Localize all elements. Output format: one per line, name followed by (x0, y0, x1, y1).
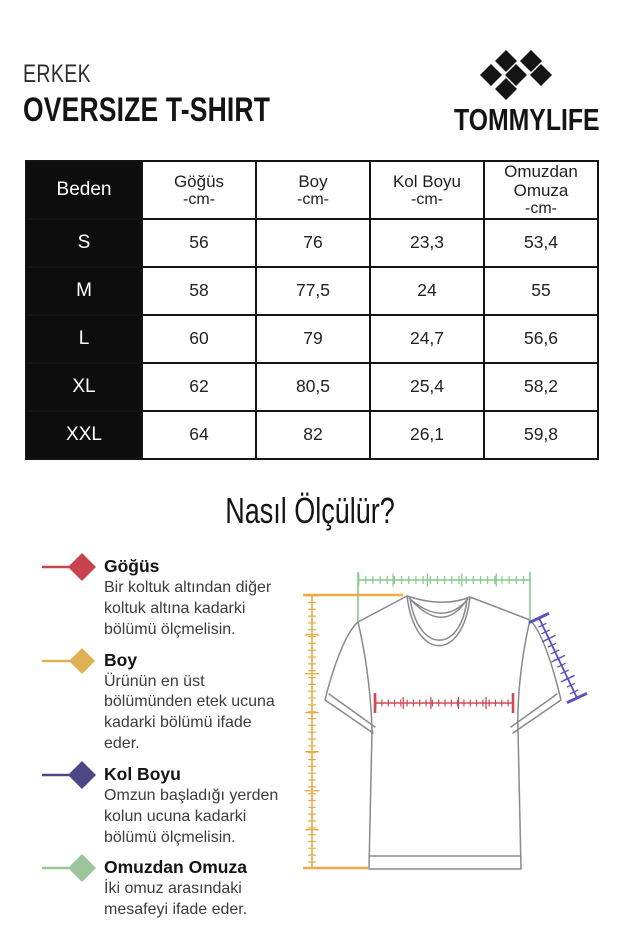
tommylife-diamonds-logo-icon (468, 46, 568, 102)
legend-description: Ürünün en üst bölümünden etek ucuna kadarki bölümü ifade eder. (104, 672, 275, 753)
chest-value: 62 (142, 363, 256, 411)
measurement-legend (40, 556, 285, 930)
length-value: 82 (256, 411, 370, 459)
legend-title: Kol Boyu (104, 763, 181, 784)
length-value: 80,5 (256, 363, 370, 411)
legend-description: İki omuz arasındaki mesafeyi ifade eder. (104, 880, 248, 919)
chest-value: 56 (142, 219, 256, 267)
size-table-header-row (26, 161, 598, 219)
legend-description: Omzun başladığı yerden kolun ucuna kadarki bölümü ölçmelisin. (104, 786, 279, 846)
tshirt-measure-diagram (295, 550, 620, 880)
length-value: 77,5 (256, 267, 370, 315)
column-header-shoulder: Omuzdan Omuza -cm- (484, 161, 598, 219)
sleeve-value: 26,1 (370, 411, 484, 459)
brand-block (438, 46, 598, 135)
green-diamond-icon (40, 850, 98, 886)
column-header-length: Boy -cm- (256, 161, 370, 219)
shoulder-value: 56,6 (484, 315, 598, 363)
size-label: S (26, 219, 142, 267)
gold-diamond-icon (40, 643, 98, 679)
shoulder-value: 53,4 (484, 219, 598, 267)
product-title: OVERSIZE T-SHIRT (23, 91, 271, 129)
tshirt-outline (325, 596, 561, 869)
legend-title: Göğüs (104, 556, 160, 576)
shoulder-value: 55 (484, 267, 598, 315)
length-value: 76 (256, 219, 370, 267)
shoulder-value: 59,8 (484, 411, 598, 459)
legend-item-chest (40, 556, 285, 641)
brand-name: TOMMYLIFE (454, 102, 600, 137)
table-row (26, 315, 598, 363)
legend-description: Bir koltuk altından diğer koltuk altına kadarki bölümü ölçmelisin. (104, 579, 272, 638)
chest-value: 64 (142, 411, 256, 459)
legend-title: Omuzdan Omuza (104, 857, 247, 878)
how-to-measure-title: Nasıl Ölçülür? (225, 490, 395, 531)
legend-item-sleeve (40, 764, 285, 849)
sleeve-value: 24 (370, 267, 484, 315)
legend-item-shoulder (40, 857, 285, 921)
size-label: XXL (26, 411, 142, 459)
table-row (26, 219, 598, 267)
size-label: L (26, 315, 142, 363)
header-titles (23, 62, 340, 127)
size-table (25, 160, 599, 460)
legend-item-length (40, 650, 285, 755)
chest-value: 60 (142, 315, 256, 363)
size-label: M (26, 267, 142, 315)
column-header-sleeve: Kol Boyu -cm- (370, 161, 484, 219)
red-diamond-icon (40, 549, 98, 585)
purple-diamond-icon (40, 757, 98, 793)
sleeve-value: 25,4 (370, 363, 484, 411)
shoulder-value: 58,2 (484, 363, 598, 411)
length-value: 79 (256, 315, 370, 363)
size-table-corner-cell: Beden (26, 161, 142, 219)
sleeve-value: 24,7 (370, 315, 484, 363)
table-row (26, 411, 598, 459)
legend-title: Boy (104, 649, 138, 670)
category-label: ERKEK (23, 60, 92, 88)
table-row (26, 267, 598, 315)
column-header-chest: Göğüs -cm- (142, 161, 256, 219)
chest-value: 58 (142, 267, 256, 315)
sleeve-value: 23,3 (370, 219, 484, 267)
table-row (26, 363, 598, 411)
size-label: XL (26, 363, 142, 411)
